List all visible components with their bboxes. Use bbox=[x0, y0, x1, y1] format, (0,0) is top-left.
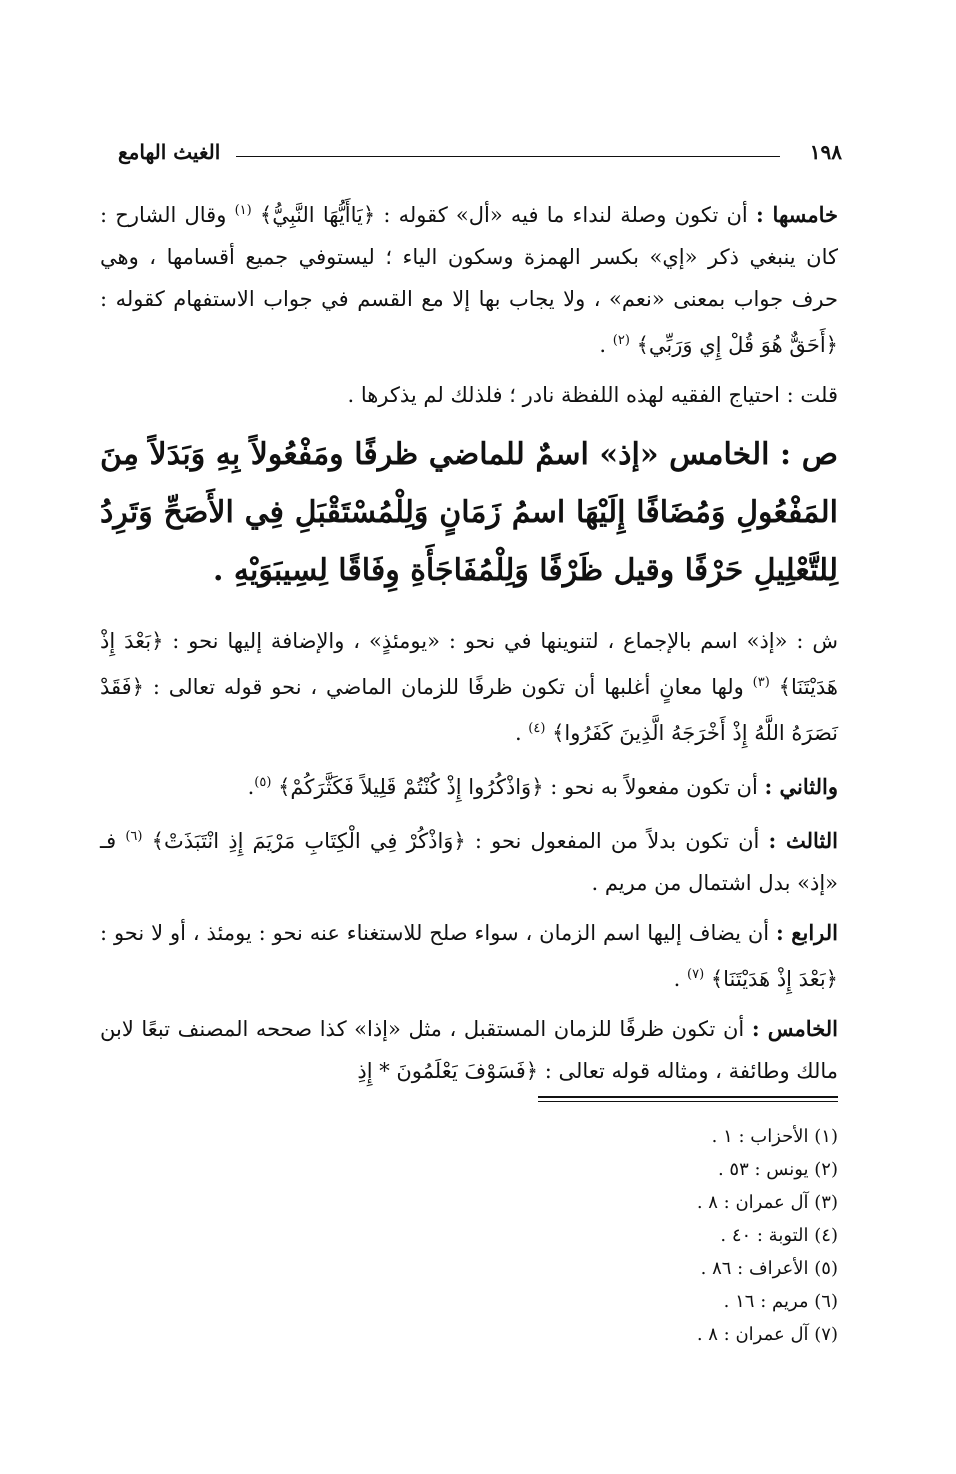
paragraph-text: أن يضاف إليها اسم الزمان ، سواء صلح للاستغناء عنه نحو : يومئذ ، أو لا نحو : bbox=[100, 921, 777, 945]
paragraph-fourth bbox=[100, 912, 838, 1000]
footnote-ref: (٤) bbox=[528, 721, 546, 736]
footnote-ref: (١) bbox=[234, 203, 252, 218]
footnote: (١) الأحزاب : ١ . bbox=[711, 1126, 838, 1147]
main-text bbox=[100, 190, 838, 1100]
footnote-ref: (٢) bbox=[612, 333, 630, 348]
footnote-ref: (٦) bbox=[125, 829, 143, 844]
paragraph-text: أن تكون بدلاً من المفعول نحو : bbox=[465, 829, 769, 853]
header-rule bbox=[236, 156, 780, 157]
footnote: (٧) آل عمران : ٨ . bbox=[696, 1324, 838, 1345]
quran-verse: ﴿أَحَقٌّ هُوَ قُلْ إِي وَرَبِّي﴾ bbox=[636, 333, 838, 357]
matn-body: ص : الخامس «إذ» اسمٌ للماضي ظرفًا ومَفْعُولاً بِهِ وَبَدَلاً مِنَ المَفْعُولِ وَمُضَافًا إِلَيْهَا اسمُ زَمَانٍ وَلِلْمُسْتَقْبَلِ فِي الأَصَحِّ وَتَرِدُ لِلتَّعْلِيلِ حَرْفًا وقيل ظَرْفًا وَلِلْمُفَاجَأَةِ وِفَاقًا لِسِيبَوَيْهِ . bbox=[100, 437, 838, 588]
running-header bbox=[118, 140, 842, 170]
paragraph-third bbox=[100, 816, 838, 904]
footnote: (٣) آل عمران : ٨ . bbox=[696, 1192, 838, 1213]
matn-text bbox=[100, 426, 838, 600]
paragraph-end: . bbox=[673, 967, 687, 991]
footnote-ref: (٥) bbox=[254, 775, 272, 790]
paragraph-lead: والثاني : bbox=[764, 774, 838, 799]
quran-verse: ﴿يَاأَيُّهَا النَّبِيُّ﴾ bbox=[259, 203, 376, 227]
paragraph-text: أن تكون وصلة لنداء ما فيه «أل» كقوله : bbox=[375, 203, 756, 227]
paragraph-qultu bbox=[100, 374, 838, 416]
paragraph-fifth-meaning bbox=[100, 190, 838, 366]
paragraph-lead: خامسها : bbox=[755, 202, 838, 227]
paragraph-sharh bbox=[100, 620, 838, 754]
paragraph-text: ش : «إذ» اسم بالإجماع ، لتنوينها في نحو : «يومئذٍ» ، والإضافة إليها نحو : bbox=[163, 629, 838, 653]
footnotes-list bbox=[438, 1120, 838, 1351]
paragraph-text: ولها معانٍ أغلبها أن تكون ظرفًا للزمان الماضي ، نحو قوله تعالى : bbox=[144, 675, 753, 699]
paragraph-lead: الخامس : bbox=[751, 1016, 838, 1041]
quran-verse: ﴿وَاذْكُرْ فِي الْكِتَابِ مَرْيَمَ إِذِ انْتَبَذَتْ﴾ bbox=[151, 829, 466, 853]
paragraph-end: . bbox=[514, 721, 529, 745]
footnote-separator bbox=[538, 1096, 838, 1098]
quran-verse: ﴿بَعْدَ إِذْ هَدَيْتَنَا﴾ bbox=[100, 629, 838, 699]
paragraph-text: فـ «إذ» بدل اشتمال من مريم . bbox=[100, 829, 838, 895]
footnote-ref: (٧) bbox=[687, 967, 705, 982]
footnote: (٦) مريم : ١٦ . bbox=[723, 1291, 838, 1312]
paragraph-text: أن تكون ظرفًا للزمان المستقبل ، مثل «إذا» كذا صححه المصنف تبعًا لابن مالك وطائفة ، ومثاله قوله تعالى : bbox=[100, 1017, 838, 1083]
footnote: (٢) يونس : ٥٣ . bbox=[717, 1159, 838, 1180]
paragraph-end: . bbox=[247, 775, 255, 799]
page-number: ١٩٨ bbox=[809, 140, 842, 164]
footnote: (٤) التوبة : ٤٠ . bbox=[720, 1225, 838, 1246]
paragraph-lead: الرابع : bbox=[776, 920, 838, 945]
book-title: الغيث الهامع bbox=[118, 140, 221, 164]
paragraph-second bbox=[100, 762, 838, 808]
paragraph-end: . bbox=[599, 333, 613, 357]
quran-verse: ﴿فَقَدْ نَصَرَهُ اللَّهُ إِذْ أَخْرَجَهُ الَّذِينَ كَفَرُوا﴾ bbox=[100, 675, 838, 745]
paragraph-fifth bbox=[100, 1008, 838, 1092]
quran-verse: ﴿بَعْدَ إِذْ هَدَيْتَنَا﴾ bbox=[710, 967, 838, 991]
paragraph-lead: الثالث : bbox=[768, 828, 838, 853]
paragraph-text: أن تكون مفعولاً به نحو : bbox=[543, 775, 765, 799]
footnote-separator-thin bbox=[538, 1101, 838, 1102]
paragraph-text: قلت : احتياج الفقيه لهذه اللفظة نادر ؛ فلذلك لم يذكرها . bbox=[347, 383, 838, 407]
footnote-ref: (٣) bbox=[752, 675, 770, 690]
quran-verse: ﴿فَسَوْفَ يَعْلَمُونَ * إِذِ bbox=[357, 1059, 539, 1083]
footnote: (٥) الأعراف : ٨٦ . bbox=[700, 1258, 838, 1279]
quran-verse: ﴿وَاذْكُرُوا إِذْ كُنْتُمْ قَلِيلاً فَكَثَّرَكُمْ﴾ bbox=[278, 775, 544, 799]
paragraph-text: وقال الشارح : كان ينبغي ذكر «إي» بكسر الهمزة وسكون الياء ؛ ليستوفي جميع أقسامها ، وهي حرف جواب بمعنى «نعم» ، ولا يجاب بها إلا مع القسم في جواب الاستفهام كقوله : bbox=[100, 203, 838, 311]
